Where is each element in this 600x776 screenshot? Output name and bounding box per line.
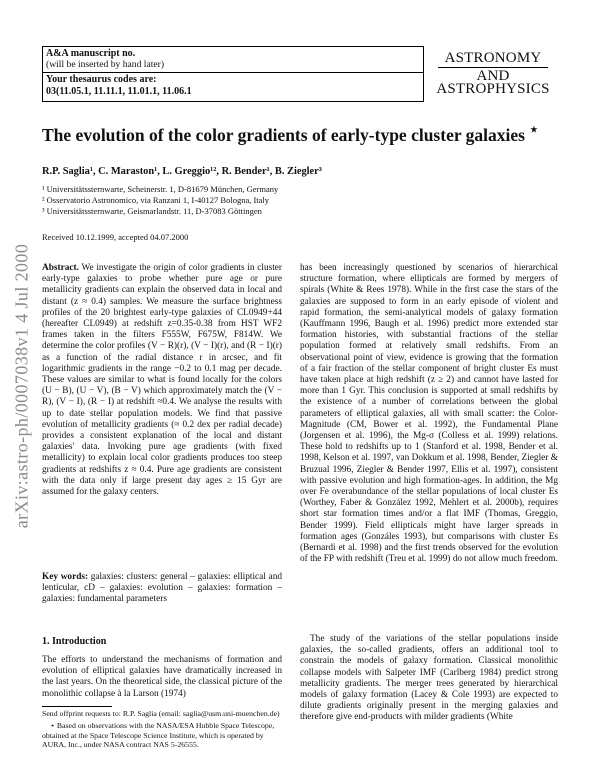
title-star-marker: ⋆ [529,122,539,138]
journal-line-1: ASTRONOMY [444,50,542,66]
paper-title-text: The evolution of the color gradients of early-type cluster galaxies [42,124,525,145]
thesaurus-label: Your thesaurus codes are: [46,74,157,85]
manuscript-note: (will be inserted by hand later) [46,59,165,70]
abstract [42,263,282,498]
section-heading-introduction: 1. Introduction [42,636,107,647]
affiliations [42,184,562,217]
paper-title [42,120,562,145]
author-list: R.P. Saglia¹, C. Maraston¹, L. Greggio¹², R. Bender¹, B. Ziegler³ [42,166,322,177]
manuscript-header-box [42,46,424,102]
journal-logo [432,52,554,96]
affiliation-2: ² Osservatorio Astronomico, via Ranzani 1, I-40127 Bologna, Italy [42,195,270,205]
thesaurus-codes: 03(11.05.1, 11.11.1, 11.01.1, 11.06.1 [46,86,192,97]
right-column-paragraph-2: The study of the variations of the stellar populations inside galaxies, the so-called gradients, offers an additional tool to constrain the models of galaxy formation. Classical monolithic collapse models with Salpeter IMF (Carlberg 1984) predict strong metallicity gradients. The merger trees generated by hierarchical models of galaxy formation (Lacey & Cole 1993) are expected to dilute gradients originally present in the merging galaxies and therefore give end-products with milder gradients (White [300,634,558,723]
arxiv-stamp [7,200,37,572]
abstract-text: We investigate the origin of color gradients in cluster early-type galaxies to probe whether pure age or pure metallicity gradients can explain the observed data in local and distant (z ≈ 0.4) samples. We measure the surface brightness profiles of the 20 brightest early-type galaxies of CL0949+44 (hereafter CL0949) at redshift z=0.35-0.38 from HST WF2 frames taken in the filters F555W, F675W, F814W. We determine the color profiles (V − R)(r), (V − I)(r), and (R − I)(r) as a function of the radial distance r in arcsec, and fit logarithmic gradients in the range −0.2 to 0.1 mag per decade. These values are similar to what is found locally for the colors (U − B), (U − V), (B − V) which approximately match the (V − R), (V − I), (R − I) at redshift ≈0.4. We analyse the results with up to date stellar population models. We find that passive evolution of metallicity gradients (≈ 0.2 dex per radial decade) provides a consistent explanation of the local and distant galaxies' data. Invoking pure age gradients (with fixed metallicity) to explain local color gradients produces too steep gradients at redshifts z ≈ 0.4. Pure age gradients are consistent with the data only if large present day ages ≥ 15 Gyr are assumed for the galaxy centers. [42,263,283,498]
offprint-footnote: Send offprint requests to: R.P. Saglia (email: saglia@usm.uni-muenchen.de) [42,709,280,718]
keywords-text: galaxies: clusters: general – galaxies: elliptical and lenticular, cD – galaxies: evolution – galaxies: formation – galaxies: fundamental parameters [42,572,282,605]
arxiv-stamp-text: arXiv:astro-ph/0007038v1 4 Jul 2000 [11,243,32,529]
affiliation-3: ³ Universitätssternwarte, Geismarlandstr. 11, D-37083 Göttingen [42,206,262,216]
header-divider [43,72,423,73]
hst-footnote: ⋆ Based on observations with the NASA/ESA Hubble Space Telescope, obtained at the Space Telescope Science Institute, which is operated by AURA, Inc., under NASA contract NAS 5-26555. [42,720,275,750]
keywords [42,572,282,606]
right-column-paragraph-1: has been increasingly questioned by scenarios of hierarchical structure formation, where ellipticals are formed by mergers of spirals (White & Rees 1978). While in the first case the stars of the galaxies are supposed to form in an early episode of violent and rapid formation, the semi-analytical models of galaxy formation (Kauffmann 1996, Baugh et al. 1996) predict more extended star formation histories, with substantial fractions of the stellar population formed at relatively small redshifts. From an observational point of view, evidence is growing that the formation of a fair fraction of the stellar component of bright cluster Es must have taken place at high redshift (z ≥ 2) and cannot have lasted for more than 1 Gyr. This conclusion is supported at small redshifts by the existence of a number of correlations between the global parameters of elliptical galaxies, all with small scatter: the Color-Magnitude (CM, Bower et al. 1992), the Fundamental Plane (Jorgensen et al. 1996), the Mg-σ (Colless et al. 1999) relations. These hold to redshifts up to 1 (Stanford et al. 1998, Bender et al. 1998, Kelson et al. 1997, van Dokkum et al. 1998, Bender, Ziegler & Bruzual 1996, Ziegler & Bender 1997, Ellis et al. 1997), consistent with passive evolution and high formation-ages. In addition, the Mg over Fe overabundance of the stellar populations of local cluster Es (Worthey, Faber & González 1992, Mehlert et al. 2000b), requires short star formation times and/or a flat IMF (Thomas, Greggio, Bender 1999). Field ellipticals might have larger spreads in formation ages (Gonzáles 1993), but comparisons with cluster Es (Bernardi et al. 1998) and the first trends observed for the evolution of the FP with redshift (Treu et al. 1999) do not allow much freedom. [300,263,558,565]
journal-line-2: AND [476,68,510,84]
footnote-rule [42,706,112,707]
journal-line-3: ASTROPHYSICS [436,81,550,97]
received-date: Received 10.12.1999, accepted 04.07.2000 [42,232,189,242]
footnotes [42,709,282,750]
manuscript-label: A&A manuscript no. [46,48,136,59]
keywords-label: Key words: [42,572,89,582]
introduction-text: The efforts to understand the mechanisms of formation and evolution of elliptical galaxies have dramatically increased in the last years. On the theoretical side, the classical picture of the monolithic collapse à la Larson (1974) [42,655,282,699]
affiliation-1: ¹ Universitätssternwarte, Scheinerstr. 1, D-81679 München, Germany [42,184,279,194]
abstract-label: Abstract. [42,263,79,273]
